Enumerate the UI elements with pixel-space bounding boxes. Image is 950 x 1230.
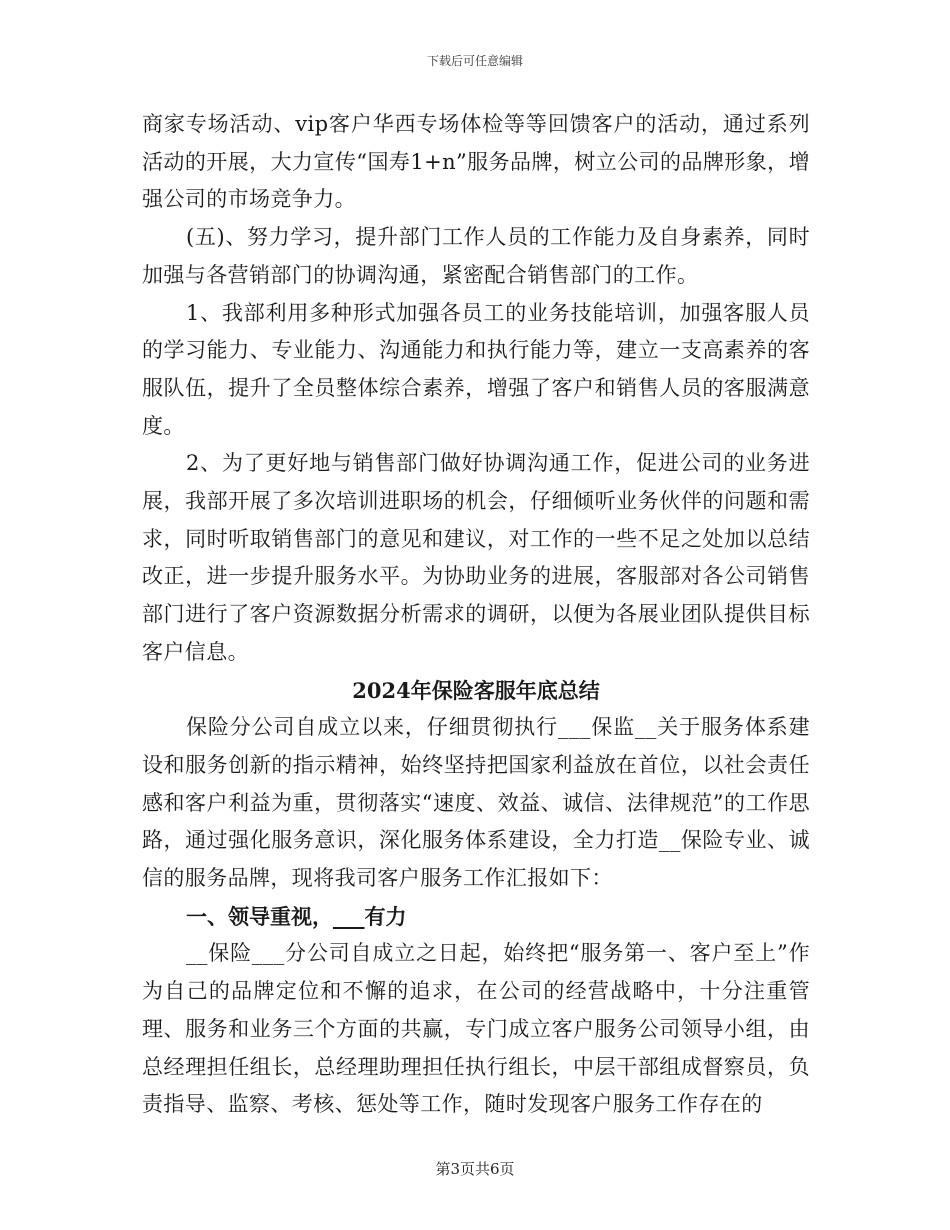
paragraph-section-five: (五)、努力学习，提升部门工作人员的工作能力及自身素养，同时加强与各营销部门的协调沟通，紧密配合销售部门的工作。 (142, 225, 810, 287)
paragraph-section-one: __保险___分公司自成立之日起，始终把“服务第一、客户至上”作为自己的品牌定位和不懈的追求，在公司的经营战略中，十分注重管理、服务和业务三个方面的共赢，专门成立客户服务公司领导小组，由总经理担任组长，总经理助理担任执行组长，中层干部组成督察员，负责指导、监察、考核、惩处等工作，随时发现客户服务工作存在的 (142, 941, 810, 1117)
paragraph-item-one: 1、我部利用多种形式加强各员工的业务技能培训，加强客服人员的学习能力、专业能力、沟通能力和执行能力等，建立一支高素养的客服队伍，提升了全员整体综合素养，增强了客户和销售人员的客服满意度。 (142, 300, 810, 438)
document-body (142, 106, 810, 1124)
page-header-note: 下载后可任意编辑 (426, 54, 523, 68)
paragraph-item-two: 2、为了更好地与销售部门做好协调沟通工作，促进公司的业务进展，我部开展了多次培训进职场的机会，仔细倾听业务伙伴的问题和需求，同时听取销售部门的意见和建议，对工作的一些不足之处加以总结改正，进一步提升服务水平。为协助业务的进展，客服部对各公司销售部门进行了客户资源数据分析需求的调研，以便为各展业团队提供目标客户信息。 (142, 451, 810, 664)
paragraph-intro: 保险分公司自成立以来，仔细贯彻执行___保监__关于服务体系建设和服务创新的指示精神，始终坚持把国家利益放在首位，以社会责任感和客户利益为重，贯彻落实“速度、效益、诚信、法律规范”的工作思路，通过强化服务意识，深化服务体系建设，全力打造__保险专业、诚信的服务品牌，现将我司客户服务工作汇报如下： (142, 715, 810, 891)
document-title: 2024年保险客服年底总结 (352, 677, 600, 703)
paragraph-continued: 商家专场活动、vip客户华西专场体检等等回馈客户的活动，通过系列活动的开展，大力宣传“国寿1+n”服务品牌，树立公司的品牌形象，增强公司的市场竞争力。 (142, 112, 810, 212)
page-number: 第3页共6页 (435, 1160, 515, 1178)
section-heading-one: 一、领导重视，___有力 (186, 903, 407, 929)
